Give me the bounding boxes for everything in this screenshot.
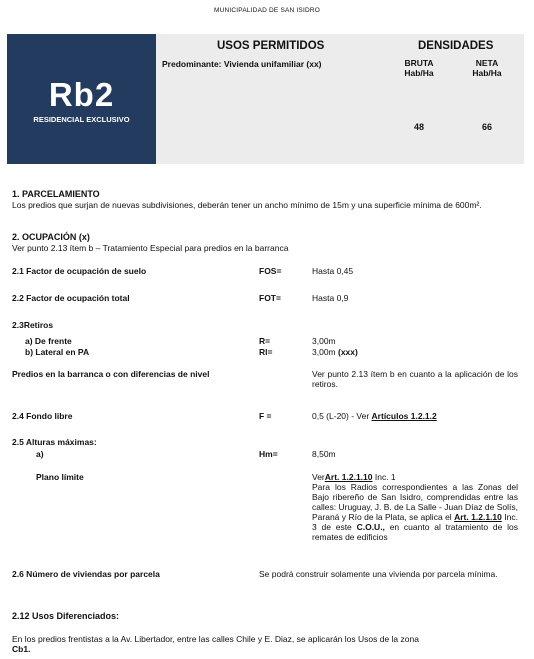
- plano-ref-row: [312, 472, 396, 482]
- predominant-use: Predominante: Vivienda unifamiliar (xx): [162, 59, 322, 69]
- fos-label: 2.1 Factor de ocupación de suelo: [12, 266, 147, 276]
- barranca-label: Predios en la barranca o con diferencias de nivel: [12, 369, 210, 379]
- usos-diferenciados-zone: Cb1.: [12, 644, 31, 654]
- plano-ver: Ver: [312, 472, 325, 482]
- fos-value: Hasta 0,45: [312, 266, 354, 276]
- retiros-heading: 2.3Retiros: [12, 320, 54, 330]
- retiro-lateral-key: Rl=: [259, 347, 273, 357]
- plano-limite-label: Plano límite: [36, 472, 84, 482]
- fondo-label: 2.4 Fondo libre: [12, 411, 73, 421]
- fondo-article-link[interactable]: Artículos 1.2.1.2: [371, 411, 437, 421]
- fondo-value-row: [312, 411, 437, 421]
- uses-title: USOS PERMITIDOS: [217, 40, 325, 52]
- altura-a-label: a): [36, 449, 44, 459]
- viviendas-label: 2.6 Número de viviendas por parcela: [12, 569, 160, 579]
- density-neta-header: [467, 58, 507, 78]
- density-bruta-value: 48: [413, 122, 424, 132]
- barranca-text: Ver punto 2.13 ítem b en cuanto a la aplicación de los retiros.: [312, 369, 518, 389]
- section-parcelamiento-heading: 1. PARCELAMIENTO: [12, 189, 100, 199]
- fondo-key: F =: [259, 411, 272, 421]
- retiro-lateral-note: (xxx): [338, 347, 358, 357]
- density-bruta-label: BRUTA: [404, 58, 434, 68]
- density-bruta-unit: Hab/Ha: [404, 68, 434, 78]
- density-neta-unit: Hab/Ha: [472, 68, 502, 78]
- plano-text-a: Para los Radios correspondientes a las Zonas del Bajo ribereño de San Isidro, comprendidas entre las calles: Uruguay, J. B. de La Salle - Juan Díaz de Solís, Paraná y Río de la Plata, se aplica el: [312, 482, 518, 522]
- altura-a-key: Hm=: [259, 449, 278, 459]
- retiro-frente-key: R=: [259, 336, 271, 346]
- retiro-frente-value: 3,00m: [312, 336, 336, 346]
- fot-label: 2.2 Factor de ocupación total: [12, 293, 130, 303]
- municipality-title: MUNICIPALIDAD DE SAN ISIDRO: [213, 7, 321, 14]
- retiro-frente-label: a) De frente: [25, 336, 72, 346]
- fot-value: Hasta 0,9: [312, 293, 349, 303]
- fos-key: FOS=: [259, 266, 282, 276]
- plano-text-b: en cuanto al tratamiento de los remates de edificios: [312, 522, 518, 542]
- plano-inc3: Inc. 3 de este: [312, 512, 518, 532]
- uses-densities-panel: [156, 34, 524, 164]
- fot-key: FOT=: [259, 293, 281, 303]
- zone-code: Rb2: [48, 76, 115, 113]
- section-ocupacion-text: Ver punto 2.13 ítem b – Tratamiento Especial para predios en la barranca: [12, 243, 289, 253]
- retiro-lateral-value-row: [312, 347, 358, 357]
- density-bruta-header: [399, 58, 439, 78]
- zone-header: [7, 34, 524, 164]
- density-neta-value: 66: [481, 122, 492, 132]
- zone-name: RESIDENCIAL EXCLUSIVO: [33, 115, 130, 124]
- density-neta-label: NETA: [475, 58, 499, 68]
- section-ocupacion-heading: 2. OCUPACIÓN (x): [12, 232, 90, 242]
- retiro-lateral-label: b) Lateral en PA: [25, 347, 90, 357]
- plano-article-link-2[interactable]: Art. 1.2.1.10: [454, 512, 502, 522]
- section-parcelamiento-text: Los predios que surjan de nuevas subdivisiones, deberán tener un ancho mínimo de 15m y una superficie mínima de 600m².: [12, 200, 482, 210]
- zone-badge: [7, 34, 156, 164]
- plano-article-link-1[interactable]: Art. 1.2.1.10: [324, 472, 373, 482]
- retiro-lateral-value: 3,00m: [312, 347, 336, 357]
- altura-a-value: 8,50m: [312, 449, 336, 459]
- alturas-heading: 2.5 Alturas máximas:: [12, 437, 97, 447]
- viviendas-text: Se podrá construir solamente una vivienda por parcela mínima.: [259, 569, 498, 579]
- plano-cou: C.O.U.,: [356, 522, 385, 532]
- usos-diferenciados-text: En los predios frentistas a la Av. Libertador, entre las calles Chile y E. Diaz, se aplicarán los Usos de la zona: [12, 634, 419, 644]
- densities-title: DENSIDADES: [418, 40, 494, 52]
- fondo-value: 0,5 (L-20) - Ver: [312, 411, 370, 421]
- usos-diferenciados-heading: 2.12 Usos Diferenciados:: [12, 611, 120, 621]
- plano-inc1: Inc. 1: [374, 472, 396, 482]
- plano-text: [312, 482, 518, 542]
